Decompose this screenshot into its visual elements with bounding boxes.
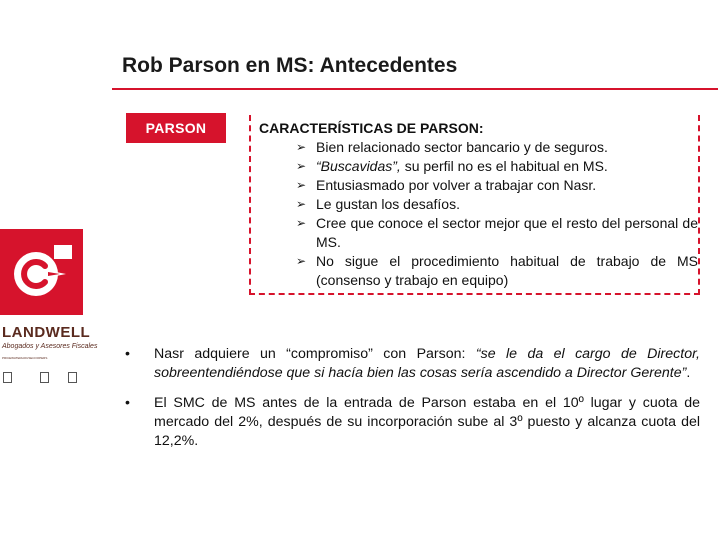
list-item: • Nasr adquiere un “compromiso” con Parson: “se le da el cargo de Director, sobreentendiéndose que si hacía bien las cosas sería ascendido a Director Gerente”.: [125, 346, 700, 381]
list-item: ➢ No sigue el procedimiento habitual de trabajo de MS (consenso y trabajo en equipo): [296, 253, 698, 288]
missing-glyph-icon: [40, 372, 49, 383]
arrow-bullet-icon: ➢: [296, 178, 307, 192]
characteristics-list: [294, 138, 698, 290]
main-bullets: [122, 345, 700, 462]
list-item: ➢ Cree que conoce el sector mejor que el resto del personal de MS.: [296, 215, 698, 250]
brand-logo-icon: [8, 243, 72, 301]
brand-block: [0, 229, 83, 315]
brand-name: LANDWELL: [2, 324, 91, 341]
arrow-bullet-icon: ➢: [296, 254, 307, 268]
arrow-bullet-icon: ➢: [296, 140, 307, 154]
missing-glyph-icon: [68, 372, 77, 383]
brand-tagline: Abogados y Asesores Fiscales: [2, 343, 98, 350]
bullet-dot: •: [125, 395, 130, 411]
arrow-bullet-icon: ➢: [296, 197, 307, 211]
page-title: Rob Parson en MS: Antecedentes: [122, 54, 458, 77]
parson-tag: PARSON: [126, 113, 226, 143]
list-item: ➢ Le gustan los desafíos.: [296, 196, 460, 212]
missing-glyph-icon: [3, 372, 12, 383]
list-item: ➢ Bien relacionado sector bancario y de seguros.: [296, 139, 608, 155]
arrow-bullet-icon: ➢: [296, 159, 307, 173]
list-item: ➢ Entusiasmado por volver a trabajar con Nasr.: [296, 177, 597, 193]
list-item: • El SMC de MS antes de la entrada de Parson estaba en el 10º lugar y cuota de mercado del 2%, después de su incorporación sube al 3º puesto y alcanza cuota del 12,2%.: [125, 395, 700, 449]
characteristics-heading: CARACTERÍSTICAS DE PARSON:: [259, 120, 484, 136]
arrow-bullet-icon: ➢: [296, 216, 307, 230]
brand-fine-print: PRICEWATERHOUSECOOPERS: [2, 356, 48, 360]
bullet-dot: •: [125, 346, 130, 362]
list-item: ➢ “Buscavidas”, su perfil no es el habitual en MS.: [296, 158, 608, 174]
title-divider: [112, 88, 718, 90]
